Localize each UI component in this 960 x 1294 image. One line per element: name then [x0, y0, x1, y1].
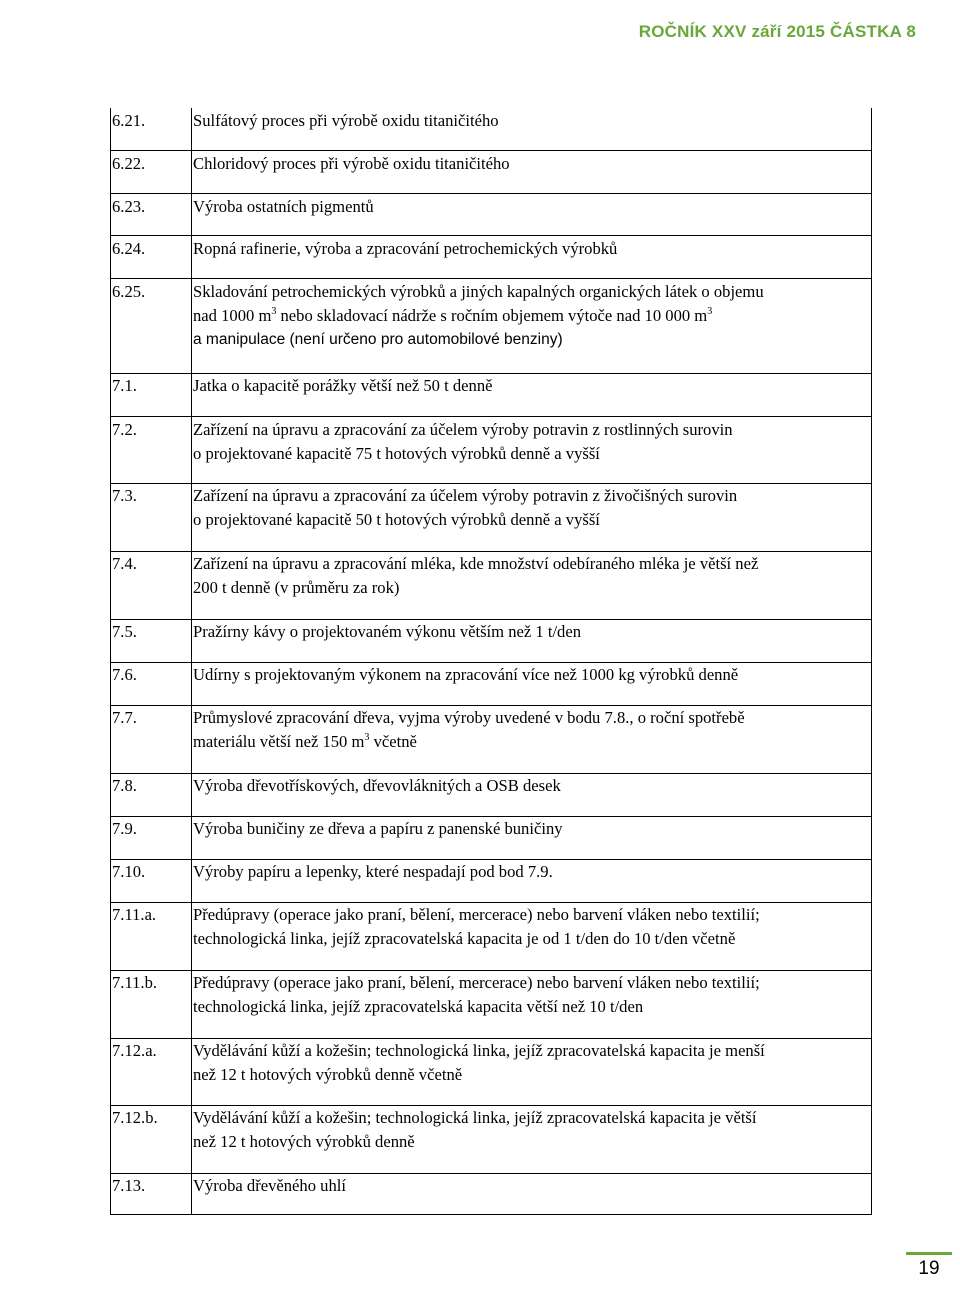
item-number: 7.7.: [112, 708, 137, 727]
table-row: [111, 1173, 871, 1214]
table-row: [111, 373, 871, 416]
table-row: [111, 816, 871, 859]
page-header: ROČNÍK XXV září 2015 ČÁSTKA 8: [638, 22, 916, 41]
table-row: [111, 1038, 871, 1105]
table-row: [111, 551, 871, 619]
item-number: 7.13.: [112, 1176, 146, 1195]
item-number: 7.12.b.: [112, 1108, 158, 1127]
table-row: [111, 235, 871, 278]
page-number: 19: [918, 1258, 940, 1279]
table-row: [111, 1105, 871, 1173]
activity-table: [110, 108, 872, 1215]
table-row: [111, 859, 871, 902]
table-row: [111, 705, 871, 773]
item-text: Jatka o kapacitě porážky větší než 50 t denně: [193, 376, 493, 395]
item-text: Výroba dřevěného uhlí: [193, 1176, 346, 1195]
table-row: [111, 108, 871, 150]
item-text: Zařízení na úpravu a zpracování za účelem výroby potravin z živočišných surovin o projektované kapacitě 50 t hotových výrobků denně a vyšší: [193, 486, 738, 529]
item-text-line: a manipulace (není určeno pro automobilové benziny): [193, 331, 563, 348]
item-number: 6.22.: [112, 154, 146, 173]
item-number: 7.10.: [112, 862, 146, 881]
item-text: [193, 280, 857, 352]
item-number: 7.6.: [112, 665, 137, 684]
item-number: 7.5.: [112, 622, 137, 641]
item-number: 6.23.: [112, 197, 146, 216]
table-row: [111, 902, 871, 970]
item-text: Vydělávání kůží a kožešin; technologická linka, jejíž zpracovatelská kapacita je menší než 12 t hotových výrobků denně včetně: [193, 1041, 765, 1084]
table-row: [111, 662, 871, 705]
item-number: 7.12.a.: [112, 1041, 157, 1060]
table-row: [111, 416, 871, 483]
item-text: Vydělávání kůží a kožešin; technologická linka, jejíž zpracovatelská kapacita je větší než 12 t hotových výrobků denně: [193, 1108, 757, 1151]
table-row: [111, 278, 871, 373]
item-text: Zařízení na úpravu a zpracování mléka, kde množství odebíraného mléka je větší než 200 t denně (v průměru za rok): [193, 554, 759, 597]
item-text: Průmyslové zpracování dřeva, vyjma výroby uvedené v bodu 7.8., o roční spotřebě materiálu větší než 150 $m^3$ včetně: [193, 708, 745, 751]
item-number: 6.24.: [112, 239, 146, 258]
item-number: 6.21.: [112, 111, 146, 130]
item-text: Výroby papíru a lepenky, které nespadají pod bod 7.9.: [193, 862, 553, 881]
item-text: Zařízení na úpravu a zpracování za účelem výroby potravin z rostlinných surovin o projektované kapacitě 75 t hotových výrobků denně a vyšší: [193, 420, 733, 463]
item-number: 6.25.: [112, 282, 146, 301]
item-text: Sulfátový proces při výrobě oxidu titaničitého: [193, 111, 499, 130]
item-text: Předúpravy (operace jako praní, bělení, mercerace) nebo barvení vláken nebo textilií; technologická linka, jejíž zpracovatelská kapacita větší než 10 t/den: [193, 973, 760, 1016]
item-number: 7.8.: [112, 776, 137, 795]
item-text: Chloridový proces při výrobě oxidu titaničitého: [193, 154, 510, 173]
item-text-line: nad 1000 $m^3$ nebo skladovací nádrže s ročním objemem výtoče nad 10 000 $m^3$: [193, 306, 713, 325]
item-number: 7.1.: [112, 376, 137, 395]
item-text: Výroba ostatních pigmentů: [193, 197, 374, 216]
item-number: 7.11.b.: [112, 973, 158, 992]
table-row: [111, 773, 871, 816]
item-number: 7.3.: [112, 486, 137, 505]
item-text: Výroba buničiny ze dřeva a papíru z panenské buničiny: [193, 819, 563, 838]
item-text: Předúpravy (operace jako praní, bělení, mercerace) nebo barvení vláken nebo textilií; technologická linka, jejíž zpracovatelská kapacita je od 1 t/den do 10 t/den včetně: [193, 905, 760, 948]
item-text: Pražírny kávy o projektovaném výkonu větším než 1 t/den: [193, 622, 582, 641]
item-text: Výroba dřevotřískových, dřevovláknitých a OSB desek: [193, 776, 561, 795]
table-row: [111, 150, 871, 193]
table-row: [111, 970, 871, 1038]
item-number: 7.4.: [112, 554, 137, 573]
item-text: Ropná rafinerie, výroba a zpracování petrochemických výrobků: [193, 239, 618, 258]
item-number: 7.9.: [112, 819, 137, 838]
item-text-line: Skladování petrochemických výrobků a jiných kapalných organických látek o objemu: [193, 282, 764, 301]
item-number: 7.2.: [112, 420, 137, 439]
item-text: Udírny s projektovaným výkonem na zpracování více než 1000 kg výrobků denně: [193, 665, 739, 684]
item-number: 7.11.a.: [112, 905, 157, 924]
footer-accent-line: [906, 1252, 952, 1255]
table-row: [111, 193, 871, 235]
table-row: [111, 483, 871, 551]
table-row: [111, 619, 871, 662]
